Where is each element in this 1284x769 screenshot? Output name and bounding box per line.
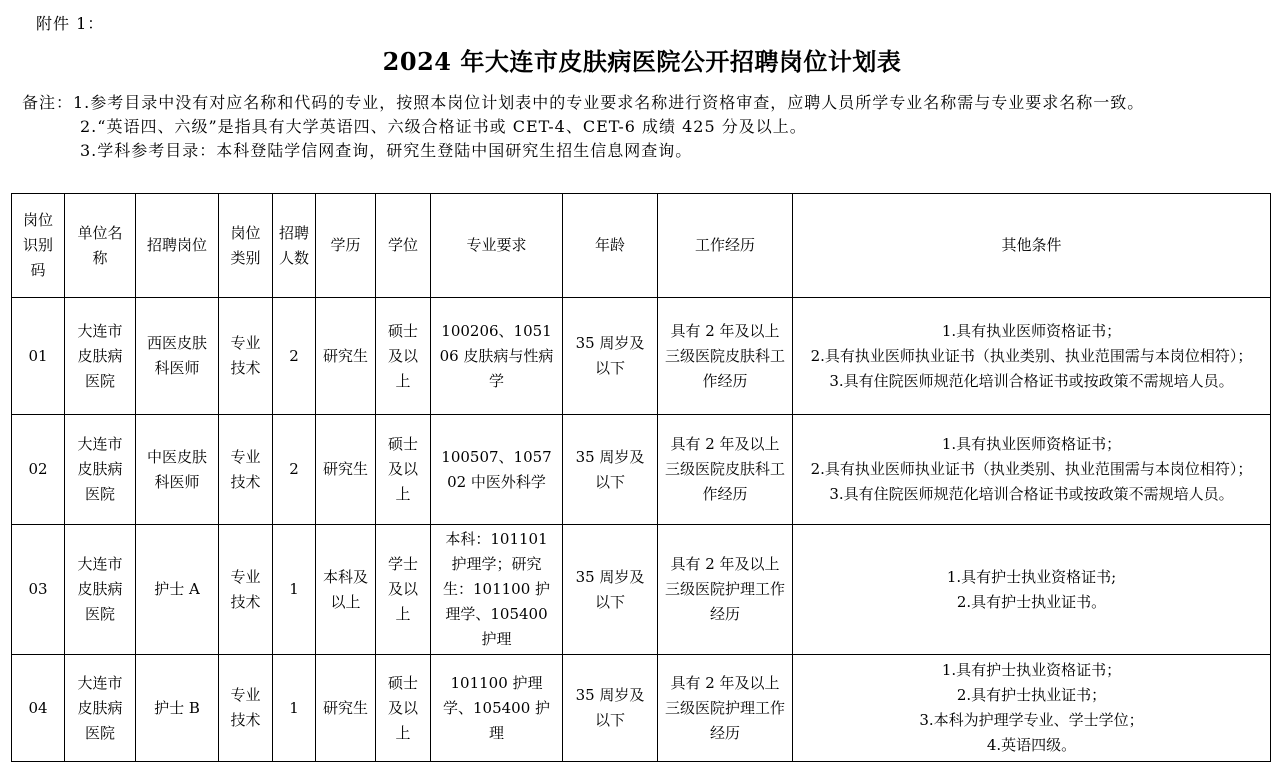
cell-degree: 硕士及以上 — [376, 415, 431, 525]
table-row — [12, 655, 1271, 762]
cell-post-code: 03 — [12, 525, 65, 655]
table-row — [12, 525, 1271, 655]
condition-item: 1.具有护士执业资格证书; — [946, 567, 1117, 586]
cell-degree: 硕士及以上 — [376, 298, 431, 415]
header-position: 招聘岗位 — [136, 194, 219, 298]
cell-age: 35 周岁及以下 — [563, 298, 658, 415]
header-degree: 学位 — [376, 194, 431, 298]
condition-item: 4.英语四级。 — [986, 736, 1077, 754]
cell-education: 研究生 — [316, 298, 376, 415]
cell-other — [793, 298, 1271, 415]
table-header-row — [12, 194, 1271, 298]
cell-position: 中医皮肤科医师 — [136, 415, 219, 525]
header-count: 招聘人数 — [273, 194, 316, 298]
cell-post-code: 01 — [12, 298, 65, 415]
cell-category: 专业技术 — [219, 655, 273, 762]
header-category: 岗位类别 — [219, 194, 273, 298]
header-unit: 单位名称 — [65, 194, 136, 298]
cell-age: 35 周岁及以下 — [563, 415, 658, 525]
cell-unit: 大连市皮肤病医院 — [65, 298, 136, 415]
note-3: 3.学科参考目录：本科登陆学信网查询，研究生登陆中国研究生招生信息网查询。 — [80, 141, 693, 160]
page-title: 2024 年大连市皮肤病医院公开招聘岗位计划表 — [382, 47, 902, 76]
recruitment-plan-table — [11, 193, 1271, 762]
table-row — [12, 415, 1271, 525]
cell-count: 2 — [273, 298, 316, 415]
condition-item: 2.具有护士执业证书； — [956, 686, 1107, 704]
condition-item: 1.具有执业医师资格证书； — [941, 435, 1122, 453]
cell-unit: 大连市皮肤病医院 — [65, 525, 136, 655]
cell-experience: 具有 2 年及以上三级医院护理工作经历 — [658, 655, 793, 762]
cell-degree: 学士及以上 — [376, 525, 431, 655]
cell-count: 1 — [273, 655, 316, 762]
table-row — [12, 298, 1271, 415]
condition-item: 1.具有护士执业资格证书； — [941, 661, 1122, 679]
cell-major: 100507、105702 中医外科学 — [431, 415, 563, 525]
attachment-label: 附件 1： — [36, 14, 105, 33]
header-other: 其他条件 — [793, 194, 1271, 298]
header-major: 专业要求 — [431, 194, 563, 298]
condition-item: 3.具有住院医师规范化培训合格证书或按政策不需规培人员。 — [829, 485, 1234, 503]
cell-post-code: 04 — [12, 655, 65, 762]
condition-item: 3.具有住院医师规范化培训合格证书或按政策不需规培人员。 — [829, 371, 1234, 390]
cell-age: 35 周岁及以下 — [563, 525, 658, 655]
cell-experience: 具有 2 年及以上三级医院皮肤科工作经历 — [658, 298, 793, 415]
cell-position: 西医皮肤科医师 — [136, 298, 219, 415]
condition-item: 2.具有护士执业证书。 — [956, 592, 1107, 611]
cell-post-code: 02 — [12, 415, 65, 525]
cell-count: 2 — [273, 415, 316, 525]
cell-category: 专业技术 — [219, 415, 273, 525]
cell-education: 研究生 — [316, 415, 376, 525]
cell-major: 100206、105106 皮肤病与性病学 — [431, 298, 563, 415]
cell-category: 专业技术 — [219, 525, 273, 655]
cell-education: 研究生 — [316, 655, 376, 762]
cell-major: 本科：101101 护理学；研究生：101100 护理学、105400 护理 — [431, 525, 563, 655]
cell-category: 专业技术 — [219, 298, 273, 415]
cell-count: 1 — [273, 525, 316, 655]
notes-section — [22, 91, 1274, 163]
condition-item: 1.具有执业医师资格证书； — [941, 321, 1122, 340]
cell-experience: 具有 2 年及以上三级医院皮肤科工作经历 — [658, 415, 793, 525]
cell-degree: 硕士及以上 — [376, 655, 431, 762]
header-education: 学历 — [316, 194, 376, 298]
condition-item: 2.具有执业医师执业证书（执业类别、执业范围需与本岗位相符）； — [810, 346, 1253, 365]
condition-item: 3.本科为护理学专业、学士学位； — [919, 711, 1144, 729]
cell-other — [793, 415, 1271, 525]
cell-age: 35 周岁及以下 — [563, 655, 658, 762]
cell-unit: 大连市皮肤病医院 — [65, 655, 136, 762]
cell-major: 101100 护理学、105400 护理 — [431, 655, 563, 762]
header-post-code: 岗位识别码 — [12, 194, 65, 298]
note-1: 备注：1.参考目录中没有对应名称和代码的专业，按照本岗位计划表中的专业要求名称进行资格审查，应聘人员所学专业名称需与专业要求名称一致。 — [22, 93, 1145, 112]
header-experience: 工作经历 — [658, 194, 793, 298]
cell-experience: 具有 2 年及以上三级医院护理工作经历 — [658, 525, 793, 655]
cell-other — [793, 655, 1271, 762]
cell-position: 护士 A — [136, 525, 219, 655]
cell-other — [793, 525, 1271, 655]
header-age: 年龄 — [563, 194, 658, 298]
condition-item: 2.具有执业医师执业证书（执业类别、执业范围需与本岗位相符）； — [810, 460, 1253, 478]
cell-position: 护士 B — [136, 655, 219, 762]
cell-unit: 大连市皮肤病医院 — [65, 415, 136, 525]
cell-education: 本科及以上 — [316, 525, 376, 655]
note-2: 2.“英语四、六级”是指具有大学英语四、六级合格证书或 CET-4、CET-6 成绩 425 分及以上。 — [80, 117, 807, 136]
